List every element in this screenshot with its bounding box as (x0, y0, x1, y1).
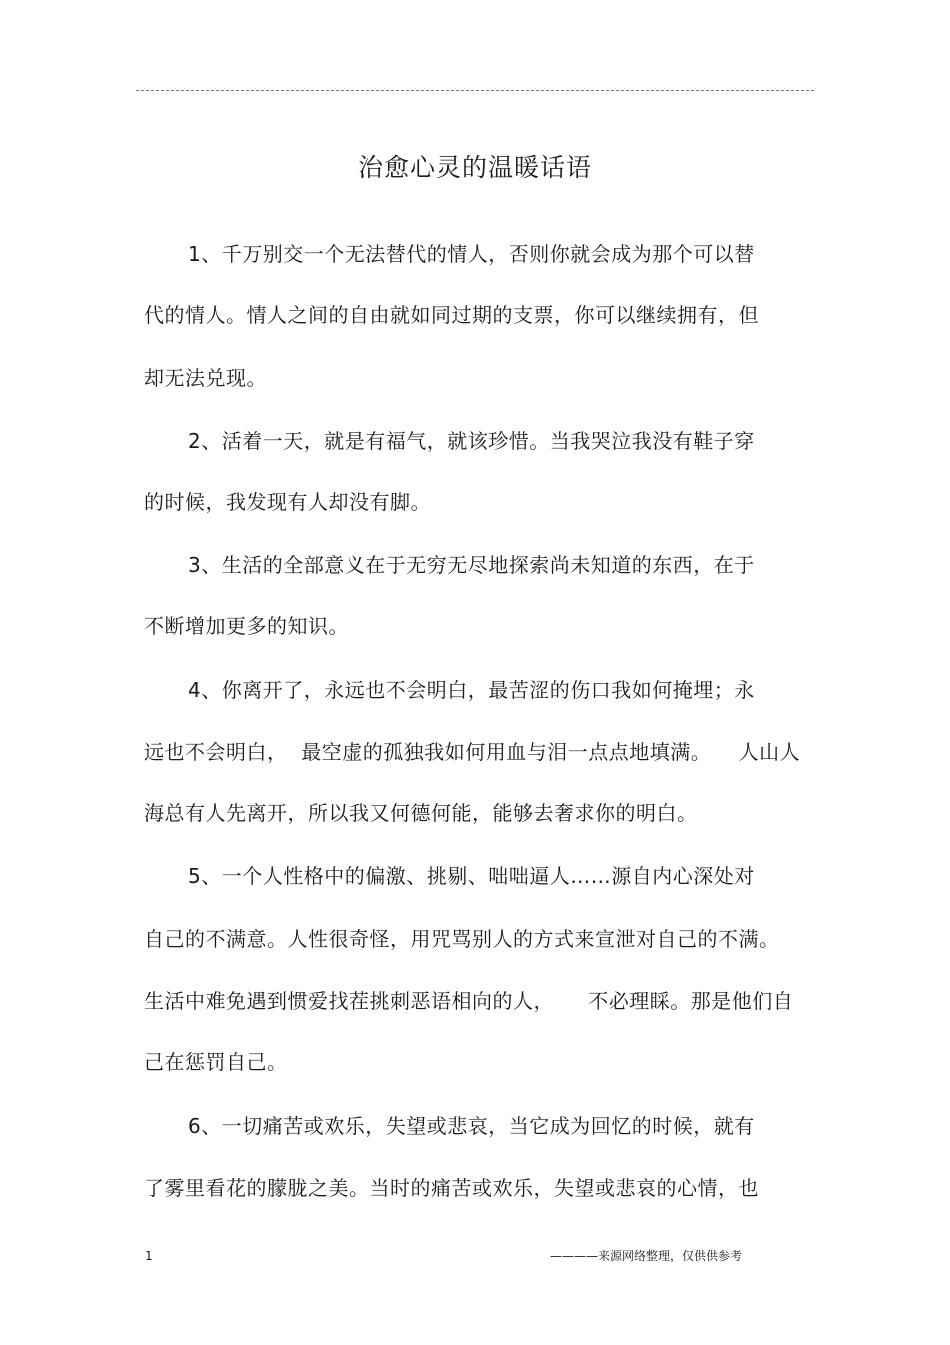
paragraph-2-line-2: 的时候，我发现有人却没有脚。 (144, 490, 431, 514)
paragraph-3-line-2: 不断增加更多的知识。 (144, 614, 349, 638)
footer-source-note: ————来源网络整理，仅供供参考 (550, 1249, 743, 1263)
paragraph-4-line-1: 4、你离开了，永远也不会明白，最苦涩的伤口我如何掩埋；永 (188, 678, 755, 702)
paragraph-3-line-1: 3、生活的全部意义在于无穷无尽地探索尚未知道的东西，在于 (188, 553, 755, 577)
header-dashed-rule (136, 90, 814, 91)
document-title: 治愈心灵的温暖话语 (357, 153, 592, 182)
paragraph-2-line-1: 2、活着一天，就是有福气，就该珍惜。当我哭泣我没有鞋子穿 (188, 429, 755, 453)
paragraph-5-line-4: 己在惩罚自己。 (144, 1050, 288, 1074)
paragraph-4-line-3: 海总有人先离开，所以我又何德何能，能够去奢求你的明白。 (144, 801, 698, 825)
paragraph-5-line-2: 自己的不满意。人性很奇怪，用咒骂别人的方式来宣泄对自己的不满。 (144, 927, 780, 951)
paragraph-1-line-3: 却无法兑现。 (144, 366, 267, 390)
paragraph-1-line-1: 1、千万别交一个无法替代的情人，否则你就会成为那个可以替 (188, 242, 755, 266)
paragraph-6-line-2: 了雾里看花的朦胧之美。当时的痛苦或欢乐，失望或悲哀的心情，也 (144, 1176, 759, 1200)
page-number: 1 (145, 1249, 153, 1263)
paragraph-5-line-3: 生活中难免遇到惯爱找茬挑刺恶语相向的人， 不必理睬。那是他们自 (144, 989, 794, 1013)
paragraph-5-line-1: 5、一个人性格中的偏激、挑剔、咄咄逼人……源自内心深处对 (188, 864, 755, 888)
paragraph-4-line-2: 远也不会明白， 最空虚的孤独我如何用血与泪一点点地填满。 人山人 (144, 740, 801, 764)
paragraph-6-line-1: 6、一切痛苦或欢乐，失望或悲哀，当它成为回忆的时候，就有 (188, 1114, 755, 1138)
paragraph-1-line-2: 代的情人。情人之间的自由就如同过期的支票，你可以继续拥有，但 (144, 303, 759, 327)
